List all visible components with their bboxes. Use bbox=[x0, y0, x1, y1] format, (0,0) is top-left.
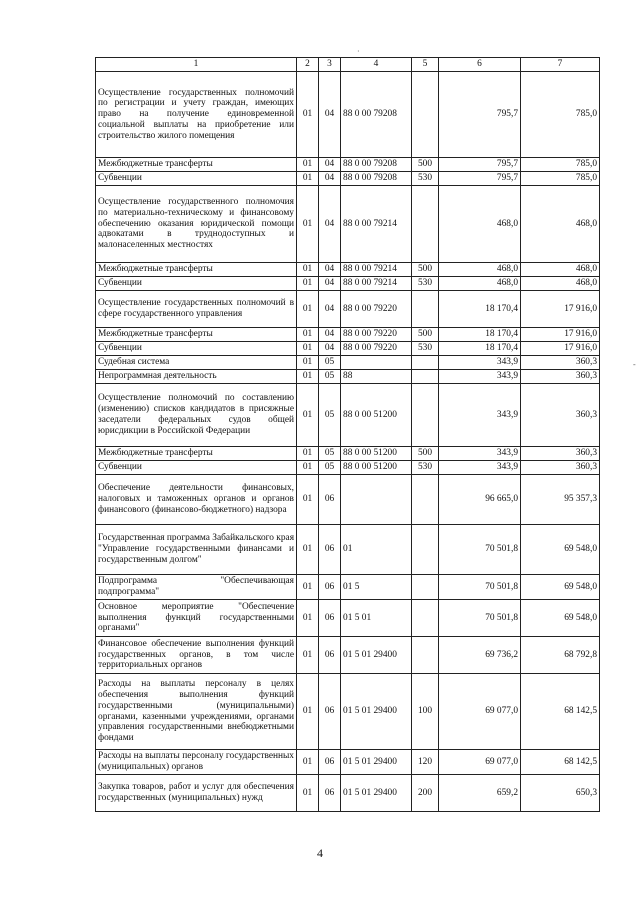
cell-section: 01 bbox=[297, 291, 319, 328]
cell-name: Расходы на выплаты персоналу в целях обеспечения выполнения функций государственными (муниципальными) органами, казенными учреждениями, органами управления государственными внебюджетными фондами bbox=[96, 674, 297, 750]
column-header: 3 bbox=[319, 58, 341, 72]
column-header: 7 bbox=[521, 58, 600, 72]
cell-amount-year1: 343,9 bbox=[439, 384, 521, 447]
table-row bbox=[96, 172, 600, 186]
cell-name: Непрограммная деятельность bbox=[96, 370, 297, 384]
cell-amount-year2: 360,3 bbox=[521, 370, 600, 384]
cell-section: 01 bbox=[297, 277, 319, 291]
cell-target-article: 88 0 00 79214 bbox=[341, 263, 412, 277]
cell-target-article: 88 0 00 79220 bbox=[341, 342, 412, 356]
cell-subsection: 06 bbox=[319, 475, 341, 525]
cell-expense-type bbox=[412, 356, 439, 370]
cell-section: 01 bbox=[297, 775, 319, 812]
cell-target-article bbox=[341, 475, 412, 525]
cell-target-article: 88 0 00 51200 bbox=[341, 384, 412, 447]
cell-subsection: 04 bbox=[319, 277, 341, 291]
cell-expense-type bbox=[412, 600, 439, 637]
scan-dot-mark: · bbox=[357, 47, 360, 56]
cell-section: 01 bbox=[297, 72, 319, 158]
cell-expense-type bbox=[412, 72, 439, 158]
cell-target-article: 01 5 01 29400 bbox=[341, 750, 412, 775]
cell-section: 01 bbox=[297, 447, 319, 461]
cell-section: 01 bbox=[297, 384, 319, 447]
cell-target-article: 88 bbox=[341, 370, 412, 384]
cell-amount-year1: 69 077,0 bbox=[439, 674, 521, 750]
cell-section: 01 bbox=[297, 525, 319, 575]
cell-amount-year2: 360,3 bbox=[521, 461, 600, 475]
cell-amount-year1: 343,9 bbox=[439, 447, 521, 461]
cell-target-article: 88 0 00 51200 bbox=[341, 461, 412, 475]
cell-name: Государственная программа Забайкальского края "Управление государственными финансами и государственным долгом" bbox=[96, 525, 297, 575]
cell-expense-type bbox=[412, 525, 439, 575]
cell-name: Закупка товаров, работ и услуг для обеспечения государственных (муниципальных) нужд bbox=[96, 775, 297, 812]
cell-name: Субвенции bbox=[96, 461, 297, 475]
cell-subsection: 06 bbox=[319, 525, 341, 575]
table-row bbox=[96, 72, 600, 158]
cell-target-article: 01 5 01 29400 bbox=[341, 637, 412, 674]
cell-section: 01 bbox=[297, 186, 319, 263]
cell-subsection: 06 bbox=[319, 674, 341, 750]
cell-name: Судебная система bbox=[96, 356, 297, 370]
cell-subsection: 04 bbox=[319, 263, 341, 277]
cell-amount-year1: 69 736,2 bbox=[439, 637, 521, 674]
cell-name: Межбюджетные трансферты bbox=[96, 158, 297, 172]
cell-amount-year2: 785,0 bbox=[521, 72, 600, 158]
cell-subsection: 05 bbox=[319, 461, 341, 475]
table-row bbox=[96, 637, 600, 674]
cell-subsection: 06 bbox=[319, 775, 341, 812]
cell-section: 01 bbox=[297, 356, 319, 370]
cell-name: Подпрограмма "Обеспечивающая подпрограмма" bbox=[96, 575, 297, 600]
cell-amount-year2: 68 792,8 bbox=[521, 637, 600, 674]
cell-amount-year1: 70 501,8 bbox=[439, 525, 521, 575]
cell-expense-type: 530 bbox=[412, 461, 439, 475]
page-number: 4 bbox=[317, 846, 323, 860]
cell-subsection: 04 bbox=[319, 291, 341, 328]
cell-target-article: 88 0 00 51200 bbox=[341, 447, 412, 461]
cell-amount-year1: 70 501,8 bbox=[439, 575, 521, 600]
budget-table bbox=[95, 57, 600, 812]
cell-target-article: 01 5 01 bbox=[341, 600, 412, 637]
cell-amount-year2: 17 916,0 bbox=[521, 291, 600, 328]
cell-section: 01 bbox=[297, 674, 319, 750]
cell-amount-year1: 18 170,4 bbox=[439, 342, 521, 356]
cell-amount-year1: 659,2 bbox=[439, 775, 521, 812]
cell-amount-year1: 795,7 bbox=[439, 172, 521, 186]
cell-name: Осуществление государственных полномочий в сфере государственного управления bbox=[96, 291, 297, 328]
cell-amount-year1: 18 170,4 bbox=[439, 291, 521, 328]
table-row bbox=[96, 674, 600, 750]
cell-expense-type: 530 bbox=[412, 172, 439, 186]
cell-section: 01 bbox=[297, 370, 319, 384]
cell-section: 01 bbox=[297, 342, 319, 356]
cell-amount-year2: 468,0 bbox=[521, 186, 600, 263]
cell-subsection: 04 bbox=[319, 72, 341, 158]
table-row bbox=[96, 158, 600, 172]
cell-amount-year2: 468,0 bbox=[521, 263, 600, 277]
cell-section: 01 bbox=[297, 637, 319, 674]
cell-section: 01 bbox=[297, 575, 319, 600]
cell-expense-type bbox=[412, 475, 439, 525]
table-row bbox=[96, 356, 600, 370]
cell-subsection: 04 bbox=[319, 172, 341, 186]
table-row bbox=[96, 186, 600, 263]
cell-subsection: 05 bbox=[319, 447, 341, 461]
cell-target-article: 01 5 bbox=[341, 575, 412, 600]
cell-name: Осуществление полномочий по составлению (изменению) списков кандидатов в присяжные заседатели федеральных судов общей юрисдикции в Российской Федерации bbox=[96, 384, 297, 447]
cell-target-article bbox=[341, 356, 412, 370]
cell-amount-year1: 468,0 bbox=[439, 186, 521, 263]
cell-expense-type: 500 bbox=[412, 328, 439, 342]
cell-expense-type: 530 bbox=[412, 277, 439, 291]
cell-section: 01 bbox=[297, 750, 319, 775]
cell-name: Межбюджетные трансферты bbox=[96, 263, 297, 277]
cell-amount-year1: 70 501,8 bbox=[439, 600, 521, 637]
cell-subsection: 04 bbox=[319, 328, 341, 342]
cell-subsection: 05 bbox=[319, 356, 341, 370]
cell-amount-year2: 69 548,0 bbox=[521, 600, 600, 637]
cell-name: Расходы на выплаты персоналу государственных (муниципальных) органов bbox=[96, 750, 297, 775]
cell-name: Субвенции bbox=[96, 172, 297, 186]
cell-name: Осуществление государственных полномочий по регистрации и учету граждан, имеющих право на получение единовременной социальной выплаты на приобретение или строительство жилого помещения bbox=[96, 72, 297, 158]
column-header: 1 bbox=[96, 58, 297, 72]
cell-amount-year2: 785,0 bbox=[521, 158, 600, 172]
cell-name: Межбюджетные трансферты bbox=[96, 447, 297, 461]
cell-name: Межбюджетные трансферты bbox=[96, 328, 297, 342]
table-row bbox=[96, 775, 600, 812]
cell-target-article: 88 0 00 79208 bbox=[341, 172, 412, 186]
cell-amount-year2: 785,0 bbox=[521, 172, 600, 186]
cell-amount-year2: 360,3 bbox=[521, 356, 600, 370]
cell-amount-year1: 343,9 bbox=[439, 370, 521, 384]
cell-expense-type: 120 bbox=[412, 750, 439, 775]
cell-target-article: 88 0 00 79208 bbox=[341, 72, 412, 158]
cell-section: 01 bbox=[297, 600, 319, 637]
cell-amount-year2: 650,3 bbox=[521, 775, 600, 812]
table-row bbox=[96, 328, 600, 342]
cell-name: Осуществление государственного полномочия по материально-техническому и финансовому обеспечению оказания юридической помощи адвокатами в труднодоступных и малонаселенных местностях bbox=[96, 186, 297, 263]
table-row bbox=[96, 447, 600, 461]
cell-amount-year2: 468,0 bbox=[521, 277, 600, 291]
cell-section: 01 bbox=[297, 461, 319, 475]
cell-amount-year2: 95 357,3 bbox=[521, 475, 600, 525]
cell-subsection: 04 bbox=[319, 158, 341, 172]
cell-name: Субвенции bbox=[96, 342, 297, 356]
cell-subsection: 05 bbox=[319, 384, 341, 447]
cell-section: 01 bbox=[297, 263, 319, 277]
cell-subsection: 06 bbox=[319, 637, 341, 674]
cell-section: 01 bbox=[297, 328, 319, 342]
cell-section: 01 bbox=[297, 475, 319, 525]
cell-amount-year1: 343,9 bbox=[439, 461, 521, 475]
cell-amount-year1: 468,0 bbox=[439, 263, 521, 277]
column-header: 4 bbox=[341, 58, 412, 72]
cell-amount-year1: 69 077,0 bbox=[439, 750, 521, 775]
table-row bbox=[96, 525, 600, 575]
cell-target-article: 01 5 01 29400 bbox=[341, 775, 412, 812]
cell-expense-type bbox=[412, 637, 439, 674]
table-row bbox=[96, 600, 600, 637]
cell-expense-type: 500 bbox=[412, 158, 439, 172]
cell-amount-year2: 17 916,0 bbox=[521, 328, 600, 342]
cell-subsection: 04 bbox=[319, 186, 341, 263]
table-row bbox=[96, 370, 600, 384]
cell-expense-type: 500 bbox=[412, 447, 439, 461]
cell-target-article: 88 0 00 79220 bbox=[341, 328, 412, 342]
cell-amount-year2: 68 142,5 bbox=[521, 750, 600, 775]
cell-subsection: 06 bbox=[319, 575, 341, 600]
table-row bbox=[96, 263, 600, 277]
table-row bbox=[96, 461, 600, 475]
cell-amount-year1: 96 665,0 bbox=[439, 475, 521, 525]
cell-section: 01 bbox=[297, 172, 319, 186]
cell-expense-type: 100 bbox=[412, 674, 439, 750]
cell-expense-type bbox=[412, 370, 439, 384]
cell-expense-type: 530 bbox=[412, 342, 439, 356]
cell-target-article: 01 bbox=[341, 525, 412, 575]
cell-amount-year1: 468,0 bbox=[439, 277, 521, 291]
cell-amount-year2: 360,3 bbox=[521, 384, 600, 447]
column-header: 2 bbox=[297, 58, 319, 72]
cell-expense-type bbox=[412, 291, 439, 328]
table-row bbox=[96, 384, 600, 447]
cell-expense-type bbox=[412, 186, 439, 263]
table-row bbox=[96, 575, 600, 600]
cell-target-article: 88 0 00 79208 bbox=[341, 158, 412, 172]
cell-subsection: 05 bbox=[319, 370, 341, 384]
cell-amount-year2: 69 548,0 bbox=[521, 525, 600, 575]
cell-amount-year2: 17 916,0 bbox=[521, 342, 600, 356]
table-header-row bbox=[96, 58, 600, 72]
cell-name: Основное мероприятие "Обеспечение выполнения функций государственными органами" bbox=[96, 600, 297, 637]
cell-amount-year1: 795,7 bbox=[439, 158, 521, 172]
cell-target-article: 88 0 00 79214 bbox=[341, 186, 412, 263]
cell-name: Субвенции bbox=[96, 277, 297, 291]
cell-subsection: 04 bbox=[319, 342, 341, 356]
scan-edge-mark: - bbox=[633, 360, 636, 369]
cell-section: 01 bbox=[297, 158, 319, 172]
cell-amount-year1: 343,9 bbox=[439, 356, 521, 370]
cell-amount-year2: 360,3 bbox=[521, 447, 600, 461]
table-row bbox=[96, 475, 600, 525]
cell-amount-year2: 68 142,5 bbox=[521, 674, 600, 750]
cell-expense-type bbox=[412, 575, 439, 600]
table-row bbox=[96, 277, 600, 291]
cell-expense-type bbox=[412, 384, 439, 447]
cell-target-article: 01 5 01 29400 bbox=[341, 674, 412, 750]
cell-expense-type: 500 bbox=[412, 263, 439, 277]
cell-subsection: 06 bbox=[319, 750, 341, 775]
table-row bbox=[96, 342, 600, 356]
cell-target-article: 88 0 00 79220 bbox=[341, 291, 412, 328]
cell-expense-type: 200 bbox=[412, 775, 439, 812]
cell-target-article: 88 0 00 79214 bbox=[341, 277, 412, 291]
table-row bbox=[96, 750, 600, 775]
cell-amount-year1: 795,7 bbox=[439, 72, 521, 158]
cell-name: Обеспечение деятельности финансовых, налоговых и таможенных органов и органов финансового (финансово-бюджетного) надзора bbox=[96, 475, 297, 525]
cell-amount-year2: 69 548,0 bbox=[521, 575, 600, 600]
column-header: 5 bbox=[412, 58, 439, 72]
cell-name: Финансовое обеспечение выполнения функций государственных органов, в том числе территориальных органов bbox=[96, 637, 297, 674]
column-header: 6 bbox=[439, 58, 521, 72]
cell-subsection: 06 bbox=[319, 600, 341, 637]
table-row bbox=[96, 291, 600, 328]
cell-amount-year1: 18 170,4 bbox=[439, 328, 521, 342]
